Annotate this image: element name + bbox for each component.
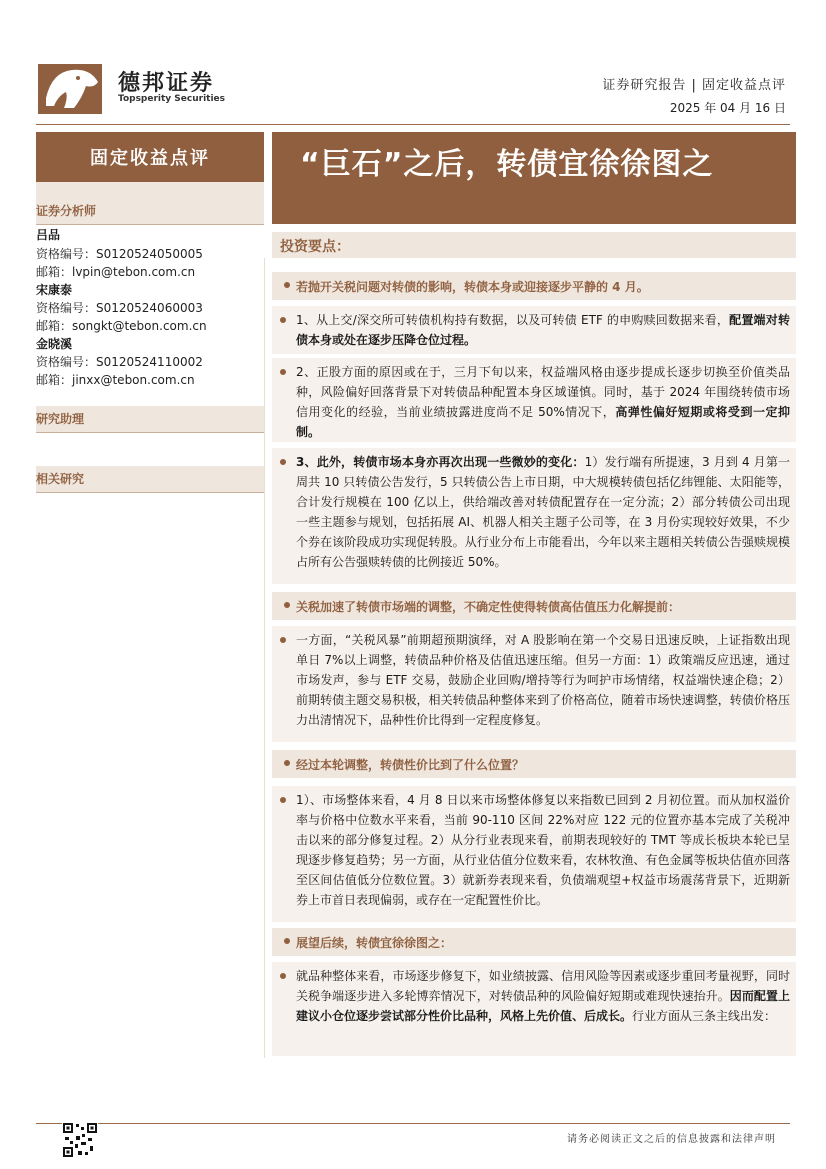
brand-name-en: Topsperity Securities xyxy=(118,94,225,104)
bullet-icon xyxy=(284,282,290,288)
bullet-icon xyxy=(280,369,286,375)
section-heading: 经过本轮调整，转债性价比到了什么位置？ xyxy=(272,750,796,778)
related-heading: 相关研究 xyxy=(36,466,264,492)
key-points-heading: 投资要点： xyxy=(280,239,350,255)
paragraph: 就品种整体来看，市场逐步修复下，如业绩披露、信用风险等因素或逐步重回考量视野，同时关税争端逐步进入多轮博弈情况下，对转债品种的风险偏好短期或难现快速抬升。因而配置上建议小仓位逐步尝试部分性价比品种，风格上先价值、后成长。行业方面从三条主线出发： xyxy=(296,966,790,1026)
report-date: 2025 年 04 月 16 日 xyxy=(669,101,786,115)
analyst-heading-rule xyxy=(36,224,264,225)
paragraph: 一方面，“关税风暴”前期超预期演绎，对 A 股影响在第一个交易日迅速反映，上证指数出现单日 7%以上调整，转债品种价格及估值迅速压缩。但另一方面：1）政策端反应迅速，通过市场发声，参与 ETF 交易，鼓励企业回购/增持等行为呵护市场情绪，权益端快速企稳；2）前期转债主题交易积极，相关转债品种整体来到了价格高位，随着市场快速调整，转债价格压力出清情况下，品种性价比得到一定程度修复。 xyxy=(296,630,790,730)
related-heading-rule xyxy=(36,492,264,493)
paragraph: 1、从上交/深交所可转债机构持有数据，以及可转债 ETF 的申购赎回数据来看，配置端对转债本身或处在逐步压降仓位过程。 xyxy=(296,310,790,350)
analyst-name: 金晓溪 xyxy=(36,337,73,351)
section-heading: 若抛开关税问题对转债的影响，转债本身或迎接逐步平静的 4 月。 xyxy=(272,272,796,300)
category-banner: 固定收益点评 xyxy=(36,132,264,182)
bullet-icon xyxy=(280,637,286,643)
paragraph: 2、正股方面的原因或在于，三月下旬以来，权益端风格由逐步提成长逐步切换至价值类品种，风险偏好回落背景下对转债品种配置本身区域谨慎。同时，基于 2024 年围绕转债市场信用变化的经验，当前业绩披露进度尚不足 50%情况下，高弹性偏好短期或将受到一定抑制。 xyxy=(296,362,790,442)
bullet-icon xyxy=(280,317,286,323)
column-divider xyxy=(264,258,265,1058)
bullet-icon xyxy=(284,760,290,766)
paragraph: 1）、市场整体来看，4 月 8 日以来市场整体修复以来指数已回到 2 月初位置。而从加权溢价率与价格中位数水平来看，当前 90-110 区间 22%对应 122 元的位置亦基本完成了关税冲击以来的部分修复过程。2）从分行业表现来看，前期表现较好的 TMT 等成长板块本轮已呈现逐步修复趋势；另一方面，从行业估值分位数来看，农林牧渔、有色金属等板块估值亦回落至区间估值低分位数位置。3）就新券表现来看，负债端观望+权益市场震荡背景下，近期新券上市首日表现偏弱，或存在一定配置性价比。 xyxy=(296,790,790,910)
report-title: “巨石”之后，转债宜徐徐图之 xyxy=(300,147,714,182)
report-type: 证券研究报告 | 固定收益点评 xyxy=(602,78,786,93)
analyst-email[interactable]: 邮箱：songkt@tebon.com.cn xyxy=(36,319,207,333)
footer-disclaimer: 请务必阅读正文之后的信息披露和法律声明 xyxy=(567,1134,776,1145)
analyst-heading: 证券分析师 xyxy=(36,198,264,224)
bullet-icon xyxy=(280,797,286,803)
analyst-email[interactable]: 邮箱：lvpin@tebon.com.cn xyxy=(36,265,196,279)
brand-logo xyxy=(38,58,106,118)
analyst-cert: 资格编号：S0120524050005 xyxy=(36,247,203,261)
analyst-cert: 资格编号：S0120524110002 xyxy=(36,355,203,369)
key-points-bar xyxy=(272,232,796,258)
analyst-email[interactable]: 邮箱：jinxx@tebon.com.cn xyxy=(36,373,195,387)
analyst-name: 宋康泰 xyxy=(36,283,73,297)
qr-code-icon xyxy=(62,1122,98,1158)
brand-name-cn: 德邦证券 xyxy=(118,71,215,96)
section-heading: 展望后续，转债宜徐徐图之： xyxy=(272,928,796,956)
bullet-icon xyxy=(284,938,290,944)
assistant-heading: 研究助理 xyxy=(36,406,264,432)
bullet-icon xyxy=(280,973,286,979)
bullet-icon xyxy=(280,459,286,465)
bullet-icon xyxy=(284,602,290,608)
paragraph: 3、此外，转债市场本身亦再次出现一些微妙的变化：1）发行端有所提速，3 月到 4 月第一周共 10 只转债公告发行，5 只转债公告上市日期，中大规模转债包括亿纬锂能、太阳能等，合计发行规模在 100 亿以上，供给端改善对转债配置存在一定分流；2）部分转债公司出现一些主题参与规划，包括拓展 AI、机器人相关主题子公司等，在 3 月份实现较好效果，不少个券在该阶段成功实现促转股。从行业分布上市能看出，今年以来主题相关转债公告强赎规模占所有公告强赎转债的比例接近 50%。 xyxy=(296,452,790,572)
section-heading: 关税加速了转债市场端的调整，不确定性使得转债高估值压力化解提前： xyxy=(272,592,796,620)
header-divider xyxy=(36,124,790,125)
analyst-name: 吕品 xyxy=(36,228,61,242)
footer-divider xyxy=(36,1123,790,1124)
analyst-cert: 资格编号：S0120524060003 xyxy=(36,301,203,315)
assistant-heading-rule xyxy=(36,432,264,433)
